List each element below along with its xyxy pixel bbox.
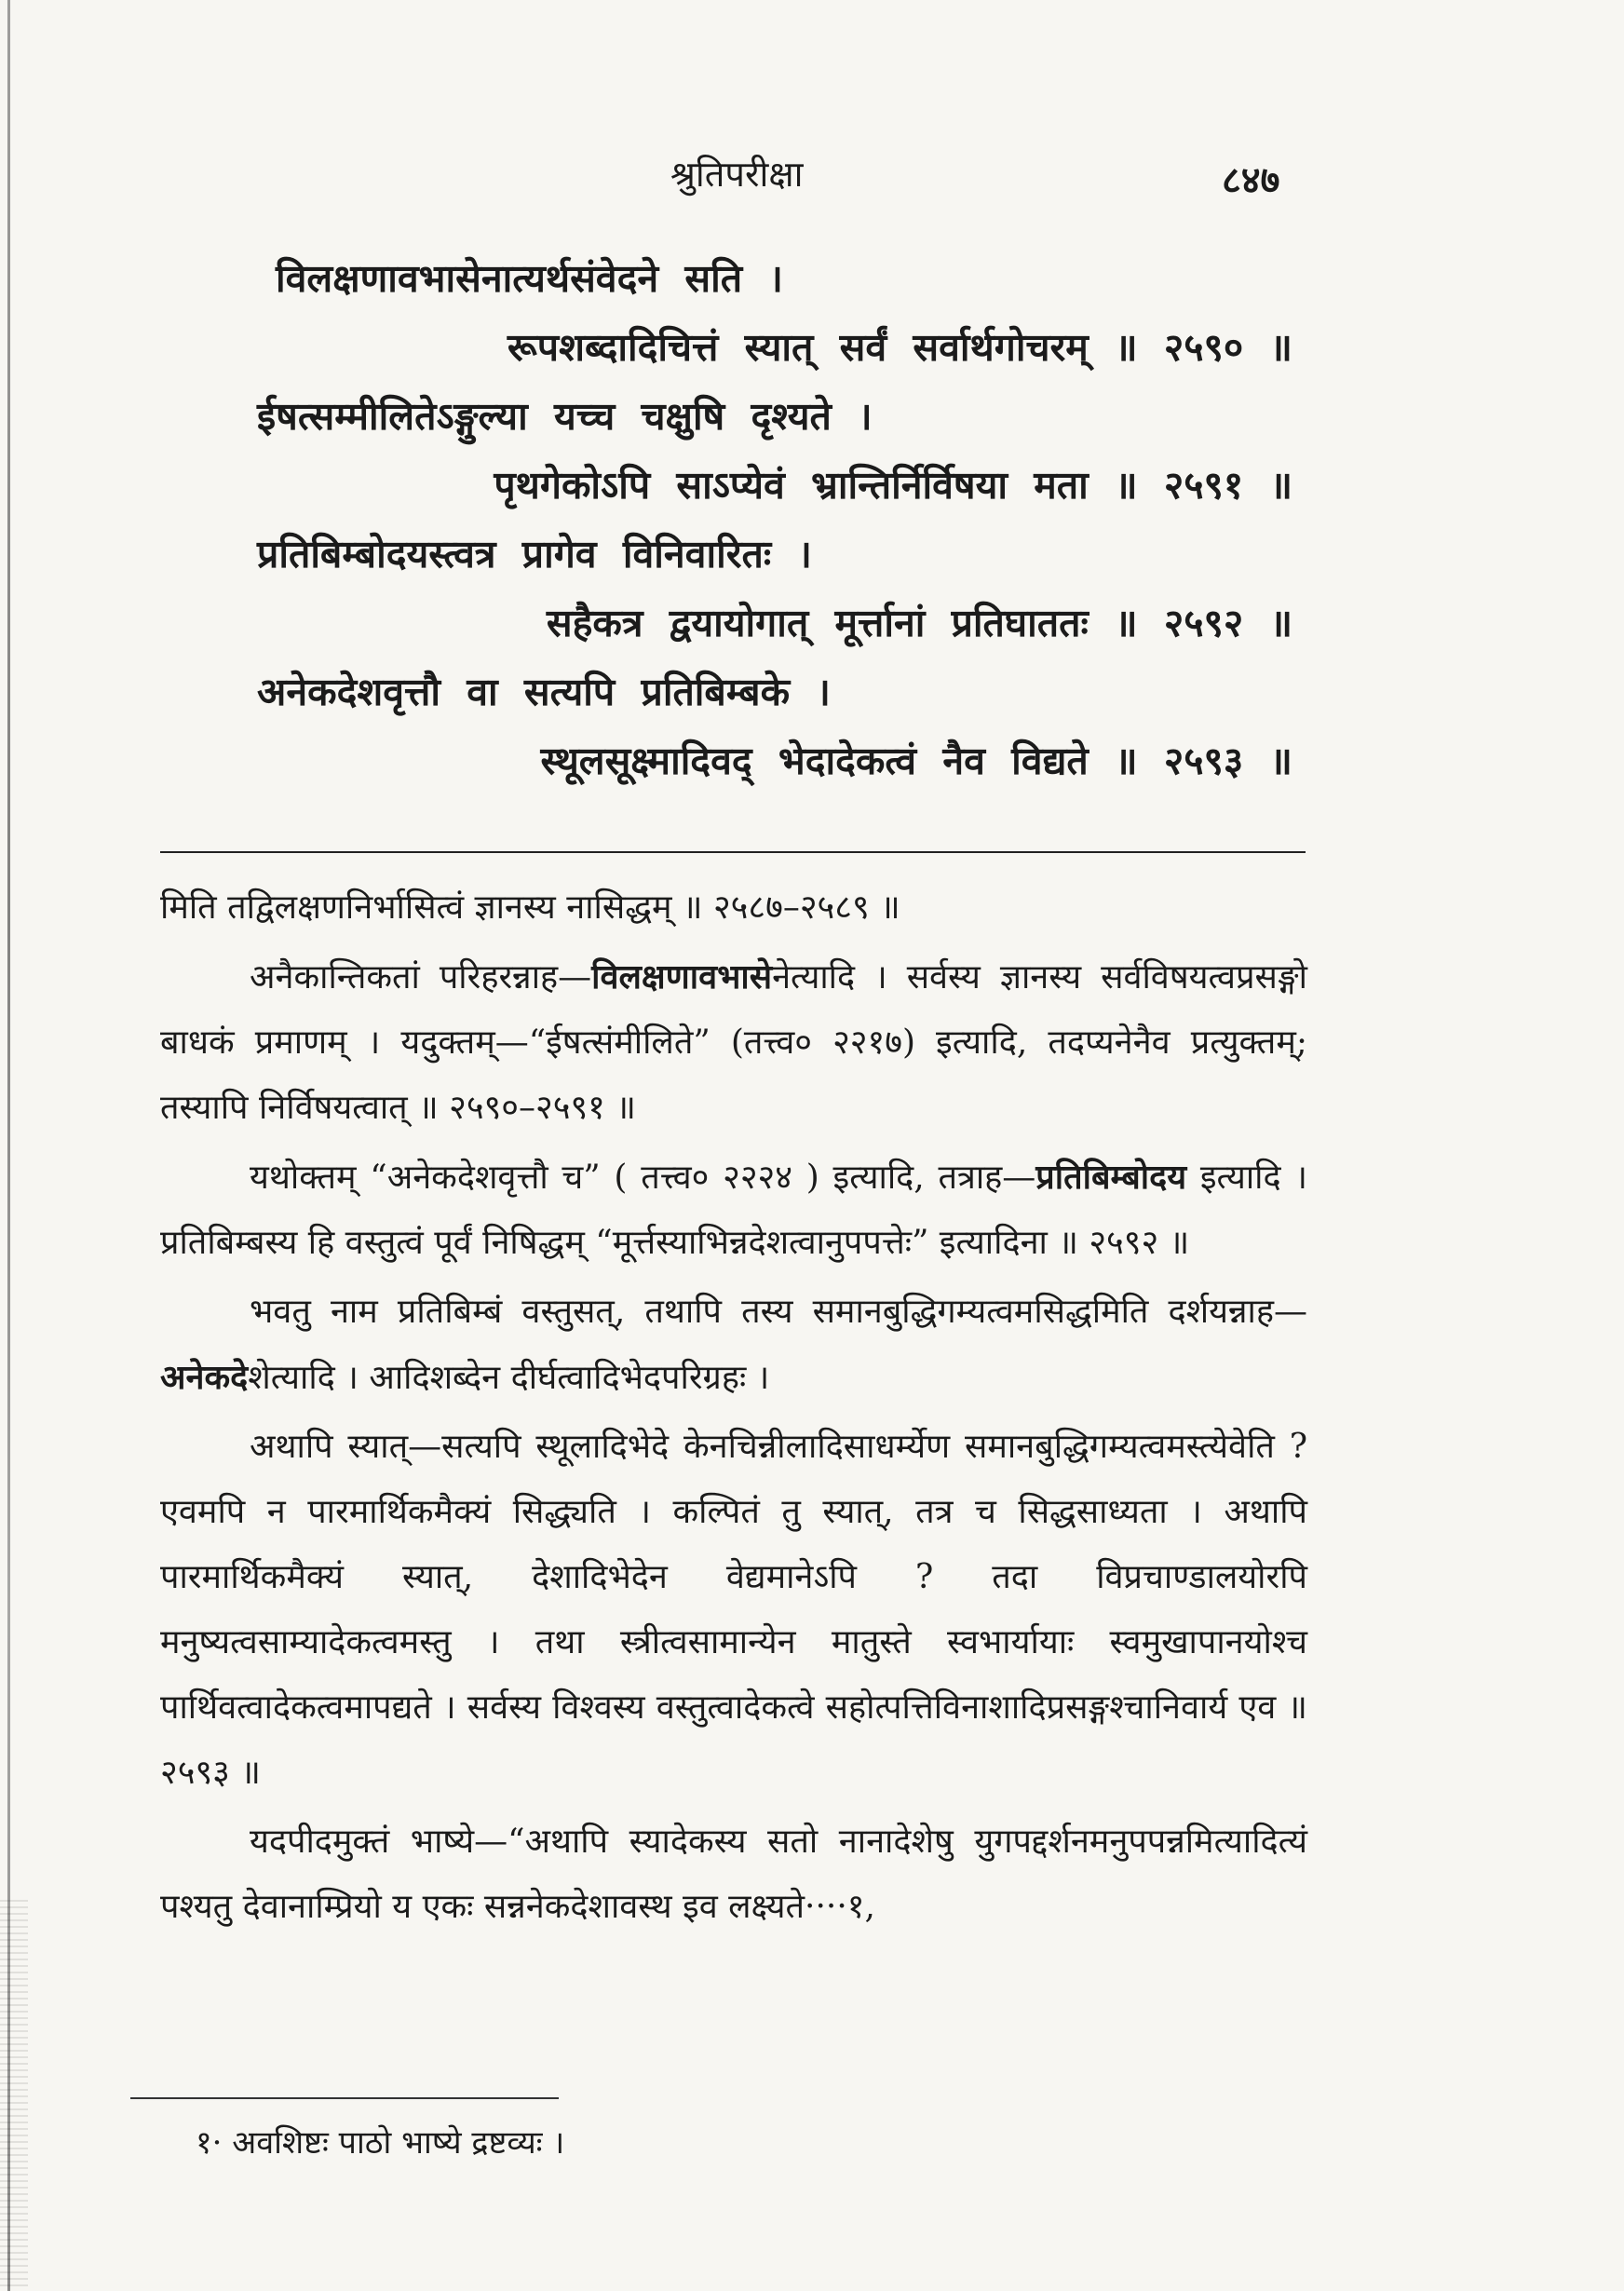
commentary-text: मिति तद्विलक्षणनिर्भासित्वं ज्ञानस्य नासिद्धम् ॥ २५८७–२५८९ ॥	[160, 888, 900, 927]
verse-line: अनेकदेशवृत्तौ वा सत्यपि प्रतिबिम्बके ।	[257, 670, 831, 714]
commentary-block	[160, 875, 1307, 1944]
verse-citation: प्रतिबिम्बोदय	[1035, 1158, 1187, 1197]
footnote-rule	[130, 2097, 559, 2099]
commentary-text: भवतु नाम प्रतिबिम्बं वस्तुसत्, तथापि तस्य समानबुद्धिगम्यत्वमसिद्धमिति दर्शयन्नाह—	[250, 1293, 1307, 1331]
verse-block	[257, 244, 1309, 795]
running-title: श्रुतिपरीक्षा	[670, 154, 804, 195]
commentary-paragraph	[160, 875, 1307, 941]
page-edge-speckle	[0, 1900, 28, 2291]
verse-line: ईषत्सम्मीलितेऽङ्गुल्या यच्च चक्षुषि दृश्यते ।	[257, 394, 873, 439]
commentary-text: यथोक्तम् “अनेकदेशवृत्तौ च” ( तत्त्व० २२२४ ) इत्यादि, तत्राह—	[250, 1159, 1036, 1197]
verse-line: रूपशब्दादिचित्तं स्यात् सर्वं सर्वार्थगोचरम् ॥ २५९० ॥	[507, 325, 1292, 370]
commentary-text: अनैकान्तिकतां परिहरन्नाह—	[250, 958, 592, 996]
commentary-text: शेत्यादि । आदिशब्देन दीर्घत्वादिभेदपरिग्रहः ।	[248, 1359, 770, 1397]
commentary-text: यदपीदमुक्तं भाष्ये—“अथापि स्यादेकस्य सतो नानादेशेषु युगपद्दर्शनमनुपपन्नमित्यादित्यं पश्यतु देवानाम्प्रियो य एकः सन्ननेकदेशावस्थ इव लक्ष्यते····१,	[160, 1823, 1307, 1926]
commentary-text: नेत्यादि । सर्वस्य ज्ञानस्य सर्वविषयत्वप्रसङ्गो बाधकं प्रमाणम् । यदुक्तम्—“ईषत्संमीलिते” (तत्त्व० २२१७) इत्यादि, तदप्यनेनैव प्रत्युक्तम्; तस्यापि निर्विषयत्वात् ॥ २५९०–२५९१ ॥	[160, 958, 1307, 1127]
commentary-paragraph	[160, 1145, 1307, 1276]
commentary-text: इत्यादि । प्रतिबिम्बस्य हि वस्तुत्वं पूर्वं निषिद्धम् “मूर्त्तस्याभिन्नदेशत्वानुपपत्तेः” इत्यादिना ॥ २५९२ ॥	[160, 1159, 1307, 1262]
footnote: १· अवशिष्टः पाठो भाष्ये द्रष्टव्यः ।	[196, 2124, 565, 2162]
commentary-text: अथापि स्यात्—सत्यपि स्थूलादिभेदे केनचिन्नीलादिसाधर्म्येण समानबुद्धिगम्यत्वमस्त्येवेति ? एवमपि न पारमार्थिकमैक्यं सिद्ध्यति । कल्पितं तु स्यात्, तत्र च सिद्धसाध्यता । अथापि पारमार्थिकमैक्यं स्यात्, देशादिभेदेन वेद्यमानेऽपि ? तदा विप्रचाण्डालयोरपि मनुष्यत्वसाम्यादेकत्वमस्तु । तथा स्त्रीत्वसामान्येन मातुस्ते स्वभार्यायाः स्वमुखापानयोश्च पार्थिवत्वादेकत्वमापद्यते । सर्वस्य विश्वस्य वस्तुत्वादेकत्वे सहोत्पत्तिविनाशादिप्रसङ्गश्चानिवार्य एव ॥ २५९३ ॥	[160, 1428, 1307, 1792]
commentary-paragraph	[160, 1415, 1307, 1806]
page-number: ८४७	[1222, 158, 1280, 202]
commentary-paragraph	[160, 1280, 1307, 1411]
verse-line: प्रतिबिम्बोदयस्त्वत्र प्रागेव विनिवारितः ।	[257, 532, 812, 576]
verse-line: पृथगेकोऽपि साऽप्येवं भ्रान्तिर्निर्विषया मता ॥ २५९१ ॥	[494, 463, 1292, 508]
verse-commentary-divider	[160, 851, 1306, 853]
commentary-paragraph	[160, 1810, 1307, 1940]
verse-line: सहैकत्र द्वयायोगात् मूर्त्तानां प्रतिघाततः ॥ २५९२ ॥	[546, 601, 1292, 645]
verse-citation: अनेकदे	[160, 1358, 249, 1397]
commentary-paragraph	[160, 944, 1307, 1141]
verse-citation: विलक्षणावभासे	[591, 957, 773, 996]
verse-line: स्थूलसूक्ष्मादिवद् भेदादेकत्वं नैव विद्यते ॥ २५९३ ॥	[540, 739, 1292, 783]
verse-line: विलक्षणावभासेनात्यर्थसंवेदने सति ।	[276, 256, 783, 301]
